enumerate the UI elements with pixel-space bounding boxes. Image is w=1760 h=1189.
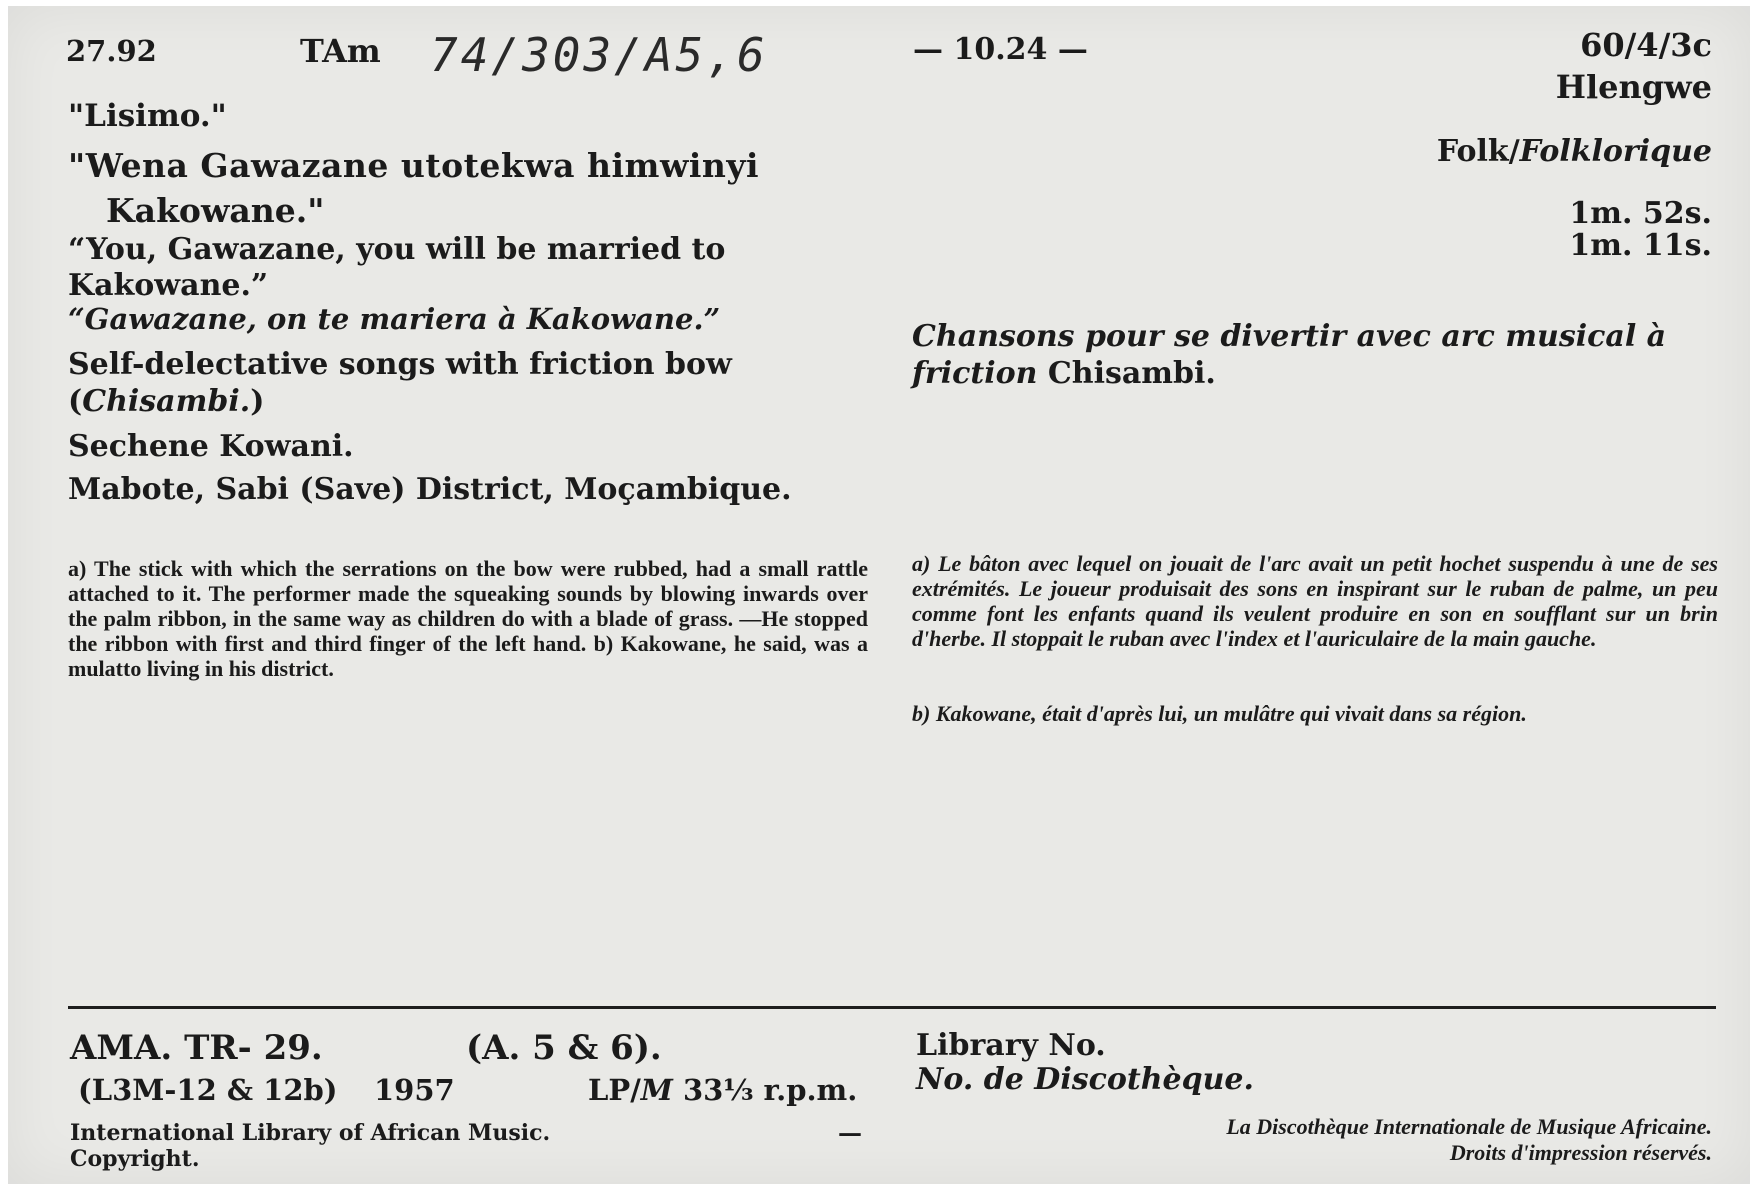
library-number-label: Library No. bbox=[916, 1028, 1106, 1063]
description-english-text: Self-delectative songs with friction bow ( bbox=[68, 347, 732, 419]
description-french-text: Chansons pour se divertir avec arc musical à friction bbox=[912, 319, 1667, 391]
notes-french-b: b) Kakowane, était d'après lui, un mulâtre qui vivait dans sa région. bbox=[912, 701, 1527, 726]
footer-dash: — bbox=[838, 1118, 862, 1147]
publisher-english: International Library of African Music. bbox=[70, 1120, 551, 1146]
genre-label bbox=[1437, 134, 1712, 169]
language-label: Hlengwe bbox=[1555, 68, 1712, 106]
notes-english: a) The stick with which the serrations on the bow were rubbed, had a small rattle attached to it. The performer made the squeaking sounds by blowing inwards over the palm ribbon, in the same way as children do with a blade of grass. —He stopped the ribbon with first and third finger of the left hand. b) Kakowane, he said, was a mulatto living in his district. bbox=[68, 556, 868, 681]
copyright-french: Droits d'impression réservés. bbox=[1449, 1140, 1712, 1165]
library-number-label-fr: No. de Discothèque. bbox=[916, 1062, 1254, 1097]
publisher-french: La Discothèque Internationale de Musique Africaine. bbox=[1226, 1114, 1712, 1139]
record-year: 1957 bbox=[374, 1073, 455, 1107]
duration-1: 1m. 52s. bbox=[1569, 196, 1712, 231]
location: Mabote, Sabi (Save) District, Moçambique. bbox=[68, 472, 792, 507]
translation-english: “You, Gawazane, you will be married to Kakowane.” bbox=[68, 232, 726, 303]
tape-prefix: TAm bbox=[300, 32, 381, 70]
catalog-number: 27.92 bbox=[66, 34, 157, 68]
title-line-3: Kakowane." bbox=[106, 191, 325, 230]
format-lp: LP/ bbox=[588, 1073, 641, 1107]
format-speed: 33⅓ r.p.m. bbox=[672, 1073, 858, 1107]
title-line-1: "Lisimo." bbox=[68, 98, 227, 134]
performer: Sechene Kowani. bbox=[68, 429, 354, 464]
description-english-suffix: ) bbox=[250, 384, 265, 419]
description-english bbox=[68, 346, 808, 420]
reference-code: 60/4/3c bbox=[1580, 26, 1712, 64]
catalog-card bbox=[8, 6, 1750, 1184]
copyright-english: Copyright. bbox=[70, 1146, 200, 1172]
instrument-name-fr: Chisambi. bbox=[1037, 356, 1216, 391]
handwritten-tape-number: 74/303/A5,6 bbox=[430, 28, 768, 82]
footer-divider bbox=[68, 1006, 1716, 1009]
record-format bbox=[588, 1073, 857, 1107]
record-sides: (A. 5 & 6). bbox=[466, 1028, 662, 1068]
title-line-2: "Wena Gawazane utotekwa himwinyi bbox=[68, 146, 760, 185]
matrix-number: (L3M-12 & 12b) bbox=[78, 1073, 338, 1107]
format-m: M bbox=[640, 1073, 673, 1107]
notes-french-a: a) Le bâton avec lequel on jouait de l'arc avait un petit hochet suspendu à une de ses extrémités. Le joueur produisait des sons en inspirant sur le ruban de palme, un peu comme font les enfants quand ils veulent produire en son en soufflant sur un brin d'herbe. Il stoppait le ruban avec l'index et l'auriculaire de la main gauche. bbox=[912, 551, 1718, 651]
translation-french: “Gawazane, on te mariera à Kakowane.” bbox=[68, 302, 721, 336]
description-french bbox=[912, 318, 1718, 392]
genre-en: Folk/ bbox=[1436, 134, 1520, 169]
center-code: — 10.24 — bbox=[913, 32, 1088, 67]
instrument-name: Chisambi. bbox=[82, 384, 251, 419]
record-number: AMA. TR- 29. bbox=[70, 1028, 323, 1068]
genre-fr: Folklorique bbox=[1519, 134, 1712, 169]
duration-2: 1m. 11s. bbox=[1569, 228, 1712, 263]
